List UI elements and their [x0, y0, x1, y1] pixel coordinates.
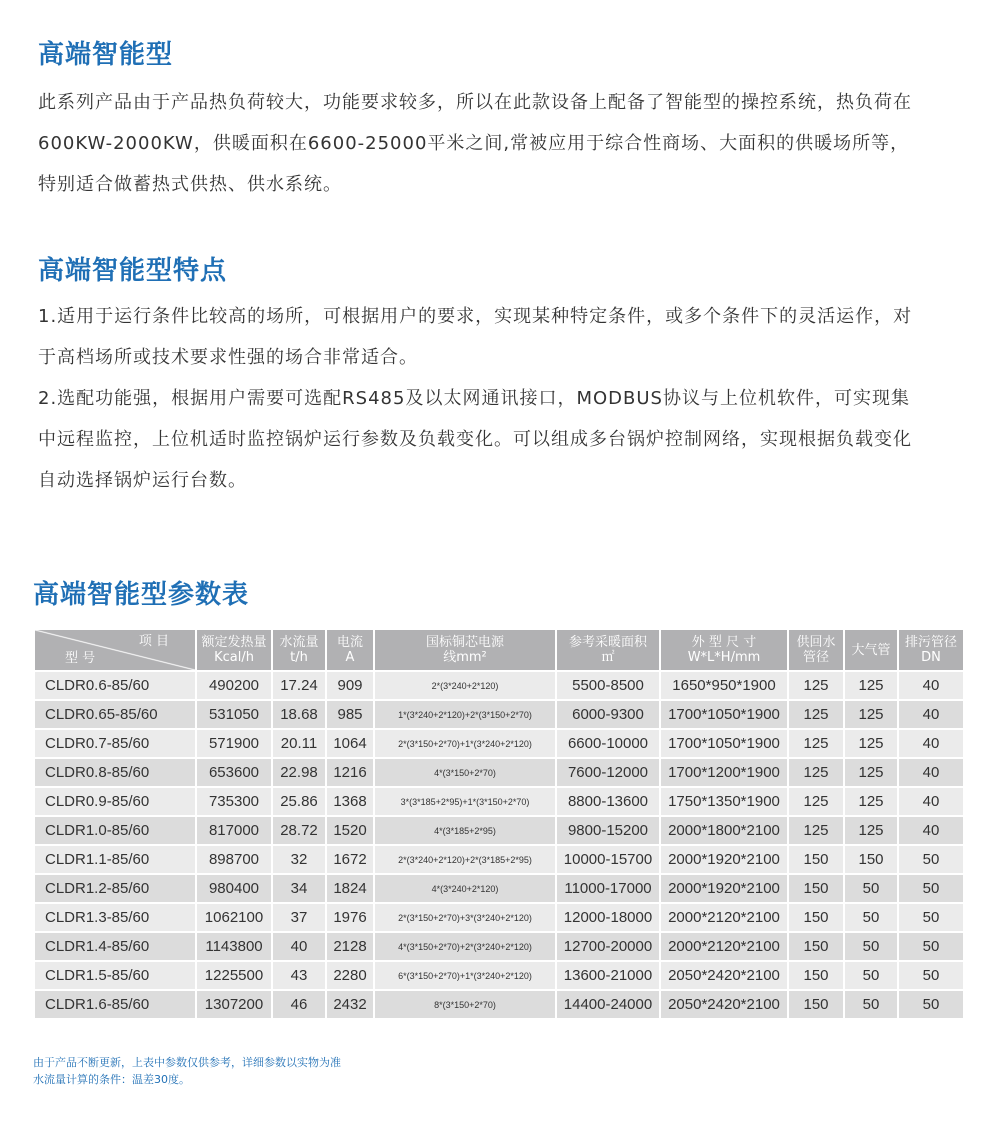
cell-drain-pipe: 40: [898, 671, 964, 700]
table-row: [34, 758, 964, 787]
cell-power-cable: 3*(3*185+2*95)+1*(3*150+2*70): [374, 787, 556, 816]
cell-heat-output: 980400: [196, 874, 272, 903]
cell-heating-area: 10000-15700: [556, 845, 660, 874]
table-row: [34, 961, 964, 990]
cell-dimensions: 2000*2120*2100: [660, 932, 788, 961]
cell-water-flow: 20.11: [272, 729, 326, 758]
cell-drain-pipe: 50: [898, 961, 964, 990]
cell-heating-area: 5500-8500: [556, 671, 660, 700]
cell-atmospheric-pipe: 50: [844, 874, 898, 903]
cell-dimensions: 2050*2420*2100: [660, 961, 788, 990]
cell-heat-output: 531050: [196, 700, 272, 729]
cell-supply-return-pipe: 125: [788, 671, 844, 700]
table-header-row: [34, 629, 964, 671]
cell-heat-output: 735300: [196, 787, 272, 816]
cell-dimensions: 1700*1200*1900: [660, 758, 788, 787]
cell-heating-area: 6600-10000: [556, 729, 660, 758]
header-drain-pipe: 排污管径 DN: [898, 629, 964, 671]
cell-heating-area: 14400-24000: [556, 990, 660, 1019]
cell-power-cable: 8*(3*150+2*70): [374, 990, 556, 1019]
cell-water-flow: 32: [272, 845, 326, 874]
cell-heat-output: 1307200: [196, 990, 272, 1019]
cell-power-cable: 2*(3*240+2*120)+2*(3*185+2*95): [374, 845, 556, 874]
footnote-2: 水流量计算的条件：温差30度。: [33, 1073, 190, 1086]
cell-drain-pipe: 50: [898, 845, 964, 874]
cell-supply-return-pipe: 125: [788, 816, 844, 845]
cell-dimensions: 2050*2420*2100: [660, 990, 788, 1019]
cell-atmospheric-pipe: 50: [844, 932, 898, 961]
cell-atmospheric-pipe: 125: [844, 671, 898, 700]
cell-power-cable: 2*(3*240+2*120): [374, 671, 556, 700]
cell-drain-pipe: 50: [898, 903, 964, 932]
features-list: [38, 296, 918, 501]
cell-model: CLDR1.1-85/60: [34, 845, 196, 874]
cell-current: 1216: [326, 758, 374, 787]
cell-model: CLDR1.2-85/60: [34, 874, 196, 903]
cell-atmospheric-pipe: 125: [844, 758, 898, 787]
cell-power-cable: 6*(3*150+2*70)+1*(3*240+2*120): [374, 961, 556, 990]
cell-heat-output: 817000: [196, 816, 272, 845]
cell-heating-area: 8800-13600: [556, 787, 660, 816]
cell-model: CLDR1.5-85/60: [34, 961, 196, 990]
cell-model: CLDR0.65-85/60: [34, 700, 196, 729]
cell-heating-area: 6000-9300: [556, 700, 660, 729]
cell-current: 2128: [326, 932, 374, 961]
cell-atmospheric-pipe: 125: [844, 700, 898, 729]
cell-water-flow: 43: [272, 961, 326, 990]
cell-atmospheric-pipe: 50: [844, 990, 898, 1019]
feature-item-1: 1.适用于运行条件比较高的场所，可根据用户的要求，实现某种特定条件，或多个条件下的灵活运作，对于高档场所或技术要求性强的场合非常适合。: [38, 306, 913, 368]
cell-heat-output: 1143800: [196, 932, 272, 961]
intro-paragraph: [38, 82, 918, 205]
section-title-params: 高端智能型参数表: [33, 580, 250, 610]
cell-dimensions: 2000*1920*2100: [660, 874, 788, 903]
cell-supply-return-pipe: 125: [788, 700, 844, 729]
cell-supply-return-pipe: 150: [788, 845, 844, 874]
cell-water-flow: 25.86: [272, 787, 326, 816]
cell-drain-pipe: 50: [898, 874, 964, 903]
cell-supply-return-pipe: 150: [788, 932, 844, 961]
cell-heating-area: 12700-20000: [556, 932, 660, 961]
cell-dimensions: 2000*1800*2100: [660, 816, 788, 845]
cell-drain-pipe: 40: [898, 729, 964, 758]
cell-current: 1824: [326, 874, 374, 903]
table-row: [34, 932, 964, 961]
cell-current: 1368: [326, 787, 374, 816]
cell-power-cable: 4*(3*240+2*120): [374, 874, 556, 903]
params-table: [33, 628, 965, 1020]
cell-water-flow: 18.68: [272, 700, 326, 729]
cell-current: 1064: [326, 729, 374, 758]
cell-dimensions: 1750*1350*1900: [660, 787, 788, 816]
cell-drain-pipe: 40: [898, 758, 964, 787]
cell-power-cable: 2*(3*150+2*70)+3*(3*240+2*120): [374, 903, 556, 932]
cell-model: CLDR1.3-85/60: [34, 903, 196, 932]
cell-water-flow: 46: [272, 990, 326, 1019]
cell-heat-output: 490200: [196, 671, 272, 700]
cell-drain-pipe: 40: [898, 816, 964, 845]
cell-current: 985: [326, 700, 374, 729]
table-row: [34, 729, 964, 758]
header-dimensions: 外 型 尺 寸 W*L*H/mm: [660, 629, 788, 671]
cell-current: 1520: [326, 816, 374, 845]
cell-heat-output: 898700: [196, 845, 272, 874]
cell-current: 1672: [326, 845, 374, 874]
cell-model: CLDR0.6-85/60: [34, 671, 196, 700]
header-current: 电流 A: [326, 629, 374, 671]
cell-supply-return-pipe: 150: [788, 874, 844, 903]
cell-drain-pipe: 40: [898, 700, 964, 729]
section-title-intro: 高端智能型: [38, 40, 174, 70]
table-row: [34, 700, 964, 729]
cell-atmospheric-pipe: 150: [844, 845, 898, 874]
cell-model: CLDR0.8-85/60: [34, 758, 196, 787]
feature-item-2: 2.选配功能强，根据用户需要可选配RS485及以太网通讯接口，MODBUS协议与上位机软件，可实现集中远程监控，上位机适时监控锅炉运行参数及负载变化。可以组成多台锅炉控制网络，实现根据负载变化自动选择锅炉运行台数。: [38, 388, 912, 491]
cell-drain-pipe: 50: [898, 990, 964, 1019]
cell-water-flow: 40: [272, 932, 326, 961]
cell-power-cable: 4*(3*185+2*95): [374, 816, 556, 845]
cell-power-cable: 1*(3*240+2*120)+2*(3*150+2*70): [374, 700, 556, 729]
footnote-1: 由于产品不断更新，上表中参数仅供参考，详细参数以实物为准: [33, 1056, 341, 1069]
cell-dimensions: 1700*1050*1900: [660, 700, 788, 729]
cell-heating-area: 9800-15200: [556, 816, 660, 845]
cell-current: 1976: [326, 903, 374, 932]
table-row: [34, 671, 964, 700]
cell-drain-pipe: 50: [898, 932, 964, 961]
cell-dimensions: 1650*950*1900: [660, 671, 788, 700]
cell-current: 909: [326, 671, 374, 700]
cell-model: CLDR1.6-85/60: [34, 990, 196, 1019]
header-supply-return-pipe: 供回水 管径: [788, 629, 844, 671]
cell-power-cable: 2*(3*150+2*70)+1*(3*240+2*120): [374, 729, 556, 758]
cell-drain-pipe: 40: [898, 787, 964, 816]
cell-atmospheric-pipe: 125: [844, 816, 898, 845]
table-row: [34, 990, 964, 1019]
cell-model: CLDR0.7-85/60: [34, 729, 196, 758]
cell-dimensions: 2000*2120*2100: [660, 903, 788, 932]
cell-power-cable: 4*(3*150+2*70)+2*(3*240+2*120): [374, 932, 556, 961]
cell-water-flow: 37: [272, 903, 326, 932]
table-row: [34, 787, 964, 816]
cell-supply-return-pipe: 125: [788, 729, 844, 758]
header-atmospheric-pipe: 大气管: [844, 629, 898, 671]
cell-heating-area: 11000-17000: [556, 874, 660, 903]
cell-atmospheric-pipe: 50: [844, 961, 898, 990]
cell-model: CLDR1.4-85/60: [34, 932, 196, 961]
cell-supply-return-pipe: 150: [788, 903, 844, 932]
cell-current: 2280: [326, 961, 374, 990]
header-corner: [34, 629, 196, 671]
cell-power-cable: 4*(3*150+2*70): [374, 758, 556, 787]
footnotes: [33, 1054, 341, 1088]
cell-supply-return-pipe: 150: [788, 961, 844, 990]
table-row: [34, 874, 964, 903]
cell-heat-output: 1225500: [196, 961, 272, 990]
cell-current: 2432: [326, 990, 374, 1019]
header-power-cable: 国标铜芯电源 线mm²: [374, 629, 556, 671]
header-corner-item: 项 目: [138, 634, 169, 649]
table-row: [34, 816, 964, 845]
cell-water-flow: 17.24: [272, 671, 326, 700]
cell-water-flow: 22.98: [272, 758, 326, 787]
cell-model: CLDR0.9-85/60: [34, 787, 196, 816]
table-row: [34, 903, 964, 932]
cell-heating-area: 12000-18000: [556, 903, 660, 932]
header-heating-area: 参考采暖面积 ㎡: [556, 629, 660, 671]
intro-text: 此系列产品由于产品热负荷较大，功能要求较多，所以在此款设备上配备了智能型的操控系统，热负荷在600KW-2000KW，供暖面积在6600-25000平米之间,常被应用于综合性商场、大面积的供暖场所等，特别适合做蓄热式供热、供水系统。: [38, 92, 912, 195]
cell-heating-area: 13600-21000: [556, 961, 660, 990]
cell-heat-output: 1062100: [196, 903, 272, 932]
cell-model: CLDR1.0-85/60: [34, 816, 196, 845]
cell-atmospheric-pipe: 125: [844, 729, 898, 758]
cell-water-flow: 28.72: [272, 816, 326, 845]
table-body: [34, 671, 964, 1019]
cell-atmospheric-pipe: 50: [844, 903, 898, 932]
cell-atmospheric-pipe: 125: [844, 787, 898, 816]
cell-heating-area: 7600-12000: [556, 758, 660, 787]
header-corner-model: 型 号: [65, 651, 96, 666]
cell-supply-return-pipe: 125: [788, 758, 844, 787]
cell-heat-output: 571900: [196, 729, 272, 758]
cell-supply-return-pipe: 150: [788, 990, 844, 1019]
cell-dimensions: 2000*1920*2100: [660, 845, 788, 874]
cell-dimensions: 1700*1050*1900: [660, 729, 788, 758]
header-heat-output: 额定发热量 Kcal/h: [196, 629, 272, 671]
cell-heat-output: 653600: [196, 758, 272, 787]
header-water-flow: 水流量 t/h: [272, 629, 326, 671]
cell-supply-return-pipe: 125: [788, 787, 844, 816]
section-title-features: 高端智能型特点: [38, 256, 228, 286]
table-row: [34, 845, 964, 874]
cell-water-flow: 34: [272, 874, 326, 903]
